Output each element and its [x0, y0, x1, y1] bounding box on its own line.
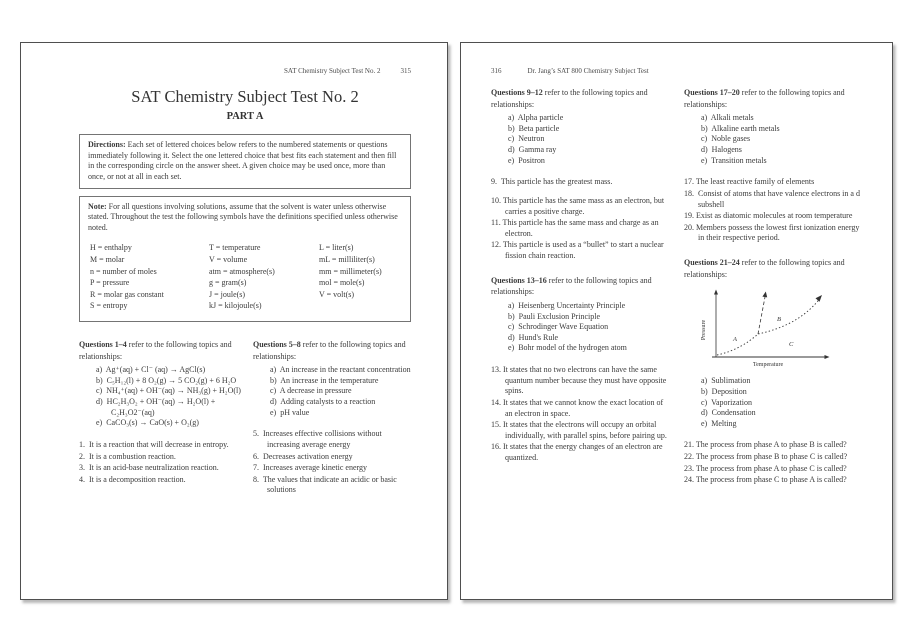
question-group-heading	[491, 275, 671, 298]
choice-item: d) Condensation	[701, 408, 756, 418]
symbol-definition: L = liter(s)	[319, 243, 354, 253]
curve-arrow-icon	[816, 295, 823, 302]
question-columns	[491, 87, 864, 487]
choice-item: b) Beta particle	[508, 123, 560, 133]
phase-diagram	[696, 286, 864, 368]
symbol-column-1	[90, 242, 209, 312]
question-heading-text: refer to the following topics and relationships:	[79, 339, 232, 361]
question-range: Questions 13–16	[491, 275, 547, 285]
note-box	[79, 196, 411, 322]
questions-list	[79, 440, 243, 486]
question-range: Questions 5–8	[253, 339, 301, 349]
symbol-definition: kJ = kilojoule(s)	[209, 301, 262, 311]
questions-list	[684, 177, 864, 244]
question-item: 15. It states that the electrons will occupy an orbital individually, with parallel spins, before pairing up.	[491, 420, 667, 440]
boundary-arrow-icon	[762, 292, 767, 298]
choice-item: c) Neutron	[508, 134, 545, 144]
question-item: 8. The values that indicate an acidic or basic solutions	[253, 474, 399, 495]
right-column	[684, 87, 864, 487]
symbol-definition: atm = atmosphere(s)	[209, 266, 275, 276]
pressure-axis-label: Pressure	[701, 320, 707, 341]
note-text: For all questions involving solutions, assume that the solvent is water unless otherwise stated. Throughout the test the following symbols have the definitions specified unless otherwise noted.	[88, 201, 398, 232]
questions-21-24-block	[684, 257, 864, 486]
directions-label: Directions:	[88, 140, 126, 149]
question-item: 17. The least reactive family of elements	[684, 177, 815, 187]
choice-item: b) Alkaline earth metals	[701, 123, 780, 133]
questions-list	[253, 429, 411, 496]
right-page-content	[461, 43, 892, 487]
note-paragraph	[88, 202, 402, 234]
symbol-definition: H = enthalpy	[90, 243, 132, 253]
choice-item: c) Schrodinger Wave Equation	[508, 322, 609, 332]
questions-list	[491, 177, 671, 261]
directions-text: Each set of lettered choices below refers to the numbered statements or questions immediately following it. Select the one lettered choice that best fits each statement and then fill in the corresponding circle on the answer sheet. A given choice may be used once, more than once, or not at all in each set.	[88, 140, 397, 181]
symbol-definition: T = temperature	[209, 243, 261, 253]
choice-item: d) Adding catalysts to a reaction	[270, 397, 376, 406]
running-header-title: SAT Chemistry Subject Test No. 2	[284, 67, 381, 75]
question-item: 19. Exist as diatomic molecules at room temperature	[684, 211, 853, 221]
symbol-definition: R = molar gas constant	[90, 289, 164, 299]
choice-item: e) CaCO₃(s) → CaO(s) + O₂(g)	[96, 418, 199, 428]
question-group-heading	[684, 87, 864, 110]
choice-item: d) HC₂H₃O₂ + OH⁻(aq) → H₂O(l) + C₂H₃O2⁻(aq)	[96, 397, 218, 417]
phase-diagram-svg	[696, 286, 836, 368]
question-item: 10. This particle has the same mass as an electron, but carries a positive charge.	[491, 195, 667, 216]
left-page	[20, 42, 448, 600]
choice-item: d) Gamma ray	[508, 145, 557, 155]
choice-item: d) Hund's Rule	[508, 332, 559, 342]
question-item: 12. This particle is used as a “bullet” to start a nuclear fission chain reaction.	[491, 240, 666, 261]
symbol-definition: M = molar	[90, 254, 125, 264]
symbol-definition: mol = mole(s)	[319, 278, 365, 288]
temperature-axis-label: Temperature	[752, 362, 784, 369]
question-item: 6. Decreases activation energy	[253, 451, 353, 461]
questions-list	[491, 365, 671, 464]
question-heading-text: refer to the following topics and relationships:	[491, 275, 652, 297]
page-title: SAT Chemistry Subject Test No. 2	[131, 87, 359, 106]
questions-5-8-block	[253, 339, 411, 496]
choice-item: b) Deposition	[701, 386, 747, 396]
page-number: 315	[400, 67, 411, 75]
running-header-title: Dr. Jang’s SAT 800 Chemistry Subject Test	[527, 67, 649, 75]
choices-list	[701, 113, 864, 166]
right-column	[253, 339, 411, 497]
left-page-running-header	[79, 67, 411, 75]
question-item: 14. It states that we cannot know the exact location of an electron in space.	[491, 397, 666, 418]
choice-item: a) Sublimation	[701, 376, 751, 386]
questions-list	[684, 440, 864, 486]
question-group-heading	[253, 339, 411, 362]
vapor-curve-line	[717, 299, 820, 355]
question-item: 23. The process from phase A to phase C is called?	[684, 463, 847, 473]
choice-item: e) Melting	[701, 418, 737, 428]
symbol-definition: P = pressure	[90, 278, 130, 288]
symbol-definitions	[90, 242, 402, 312]
choice-item: d) Halogens	[701, 145, 742, 155]
solid-liquid-boundary-line	[758, 297, 765, 334]
question-item: 3. It is an acid-base neutralization reaction.	[79, 463, 219, 473]
questions-1-4-block	[79, 339, 243, 485]
choice-item: a) Alpha particle	[508, 113, 564, 123]
question-item: 16. It states that the energy changes of an electron are quantized.	[491, 442, 665, 462]
question-item: 5. Increases effective collisions without increasing average energy	[253, 429, 384, 449]
choice-item: e) pH value	[270, 407, 310, 417]
question-item: 18. Consist of atoms that have valence electrons in a d subshell	[684, 188, 862, 209]
question-item: 22. The process from phase B to phase C is called?	[684, 452, 848, 461]
question-heading-text: refer to the following topics and relationships:	[253, 339, 406, 361]
question-item: 13. It states that no two electrons can have the same quantum number because they must have opposite spins.	[491, 365, 669, 396]
question-heading-text: refer to the following topics and relationships:	[491, 88, 648, 109]
choices-list	[701, 376, 864, 429]
choice-item: b) An increase in the temperature	[270, 375, 379, 385]
question-item: 7. Increases average kinetic energy	[253, 463, 368, 473]
symbol-definition: V = volume	[209, 254, 248, 264]
question-item: 9. This particle has the greatest mass.	[491, 177, 613, 187]
choices-list	[508, 113, 671, 166]
question-columns	[79, 339, 411, 497]
choice-item: b) C₅H₁₂(l) + 8 O₂(g) → 5 CO₂(g) + 6 H₂O	[96, 375, 237, 385]
x-axis-arrow-icon	[825, 355, 830, 359]
question-item: 2. It is a combustion reaction.	[79, 451, 176, 461]
choices-list	[96, 365, 243, 429]
left-column	[491, 87, 671, 487]
choices-list	[508, 301, 671, 354]
right-page	[460, 42, 893, 600]
question-item: 20. Members possess the lowest first ionization energy in their respective period.	[684, 222, 862, 243]
question-heading-text: refer to the following topics and relationships:	[684, 88, 845, 109]
choice-item: c) Noble gases	[701, 134, 751, 144]
questions-13-16-block	[491, 275, 671, 464]
symbol-definition: n = number of moles	[90, 266, 157, 276]
region-label-c: C	[789, 341, 794, 349]
question-group-heading	[684, 257, 864, 280]
questions-9-12-block	[491, 87, 671, 262]
question-item: 21. The process from phase A to phase B is called?	[684, 440, 847, 450]
right-page-running-header	[491, 67, 864, 75]
choice-item: e) Bohr model of the hydrogen atom	[508, 343, 627, 353]
choice-item: c) NH₄⁺(aq) + OH⁻(aq) → NH₃(g) + H₂O(l)	[96, 386, 241, 396]
choice-item: e) Transition metals	[701, 155, 767, 165]
symbol-definition: g = gram(s)	[209, 278, 247, 288]
choice-item: a) An increase in the reactant concentration	[270, 365, 411, 375]
questions-17-20-block	[684, 87, 864, 244]
question-item: 4. It is a decomposition reaction.	[79, 474, 186, 484]
choice-item: b) Pauli Exclusion Principle	[508, 311, 600, 321]
symbol-column-3	[319, 242, 382, 312]
choices-list	[270, 365, 411, 418]
symbol-definition: mL = milliliter(s)	[319, 254, 375, 264]
page-number: 316	[491, 67, 502, 75]
choice-item: a) Heisenberg Uncertainty Principle	[508, 300, 626, 310]
y-axis-arrow-icon	[714, 290, 718, 295]
question-group-heading	[491, 87, 671, 110]
region-label-b: B	[777, 316, 781, 324]
symbol-definition: J = joule(s)	[209, 289, 246, 299]
choice-item: c) Vaporization	[701, 397, 752, 407]
symbol-definition: V = volt(s)	[319, 289, 355, 299]
left-page-content	[21, 43, 447, 497]
question-item: 1. It is a reaction that will decrease in entropy.	[79, 439, 229, 449]
question-range: Questions 17–20	[684, 88, 740, 97]
choice-item: a) Alkali metals	[701, 113, 754, 123]
question-item: 11. This particle has the same mass and charge as an electron.	[491, 218, 661, 238]
symbol-definition: mm = millimeter(s)	[319, 266, 382, 276]
choice-item: c) A decrease in pressure	[270, 386, 352, 396]
region-label-a: A	[733, 336, 737, 344]
left-column	[79, 339, 243, 497]
part-heading: PART A	[226, 111, 264, 122]
question-range: Questions 9–12	[491, 88, 543, 97]
question-range: Questions 21–24	[684, 258, 740, 268]
question-range: Questions 1–4	[79, 339, 127, 349]
note-label: Note:	[88, 201, 107, 211]
choice-item: e) Positron	[508, 155, 545, 165]
question-group-heading	[79, 339, 243, 362]
question-heading-text: refer to the following topics and relationships:	[684, 258, 845, 279]
directions-box	[79, 134, 411, 189]
choice-item: a) Ag⁺(aq) + Cl⁻ (aq) → AgCl(s)	[96, 365, 206, 375]
symbol-column-2	[209, 242, 319, 312]
symbol-definition: S = entropy	[90, 301, 128, 311]
question-item: 24. The process from phase C to phase A is called?	[684, 475, 847, 485]
